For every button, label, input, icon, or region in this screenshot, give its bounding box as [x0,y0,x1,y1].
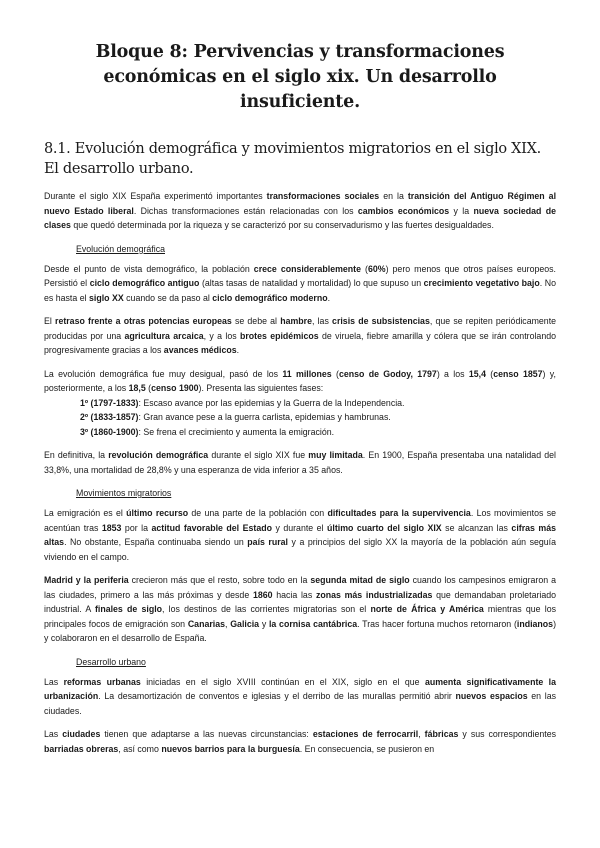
bold-text: revolución demográfica [108,450,209,460]
bold-text: 1860 [252,589,273,600]
bold-text: aumenta significativamente la urbanización [44,676,556,701]
bold-text: zonas más industrializadas [315,589,433,600]
bold-text: retraso frente a otras potencias europeas [55,316,232,326]
bold-text: 11 millones [282,368,332,379]
text-run: crecieron más que el resto, sobre todo en la [128,575,311,585]
migration-paragraph-1 [44,506,556,564]
text-run: iniciadas en el siglo XVIII continúan en el XIX, siglo en el que [140,676,425,687]
text-run: tienen que adaptarse a las nuevas circunstancias: [100,729,313,739]
text-run: , y a los [203,330,240,341]
text-run: . Los movimientos se acentúan tras [44,508,557,533]
text-run: en la [379,191,408,201]
text-run: se debe al [231,316,281,326]
text-run: La emigración es el [44,508,127,518]
bold-text: reformas urbanas [63,676,141,687]
subheading-demography: Evolución demográfica [76,243,165,254]
phase-item-2 [80,410,556,425]
bold-text: estaciones de ferrocarril [312,729,419,739]
text-run: , que se repiten periódicamente producidas por una [44,316,557,341]
bold-text: transición del Antiguo Régimen al nuevo Estado liberal [44,191,557,216]
text-run: . En consecuencia, se pusieron en [299,743,435,754]
phases-list [80,396,556,440]
text-run: , los destinos de las corrientes migratorias son el [162,604,371,614]
demography-paragraph-1 [44,262,556,306]
text-run: Las [44,729,63,739]
text-run: mientras que los principales focos de emigración son [44,604,556,629]
text-run: por la [121,522,152,533]
text-run: ) y colaboraron en el desarrollo de España. [44,618,556,643]
text-run: : Se frena el crecimiento y aumenta la emigración. [138,426,335,437]
bold-text: Galicia [230,618,260,629]
bold-text: ciclo demográfico antiguo [89,278,200,288]
text-run: . En 1900, España presentaba una natalidad del 33,8%, una mortalidad de 28,8% y una esperanza de vida inferior a 35 años. [44,450,556,475]
bold-text: fábricas [424,729,459,739]
text-run: . No obstante, España continuaba siendo un [64,537,248,547]
text-run: ) a los [436,368,469,379]
text-run: Desde el punto de vista demográfico, la población [44,263,254,274]
bold-text: hambre [280,316,312,326]
text-run: ( [361,263,368,274]
bold-text: 2º (1833-1857) [80,412,139,422]
text-run: y la [449,205,474,216]
bold-text: Canarias [187,618,225,629]
text-run: se alcanzan las [441,522,512,533]
bold-text: norte de África y América [370,604,484,614]
phase-item-3 [80,425,556,440]
text-run: , así como [118,743,162,754]
bold-text: dificultades para la supervivencia [327,508,471,518]
text-run: En definitiva, la [44,450,109,460]
text-run: . [236,345,240,355]
bold-text: 1º (1797-1833) [80,397,139,408]
bold-text: actitud favorable del Estado [151,522,272,533]
bold-text: muy limitada [308,450,363,460]
bold-text: ciclo demográfico moderno [212,292,328,303]
demography-paragraph-4 [44,448,556,477]
bold-text: transformaciones sociales [266,191,380,201]
text-run: : Escaso avance por las epidemias y la Guerra de la Independencia. [138,397,405,408]
text-run: cuando se da paso al [123,292,213,303]
text-run: y [259,618,269,629]
bold-text: brotes epidémicos [239,330,319,341]
text-run: ) y, posteriormente, a los [44,368,556,393]
intro-paragraph [44,189,556,233]
bold-text: 15,4 [468,368,486,379]
text-run: , [418,729,425,739]
text-run: en las ciudades. [44,691,556,716]
text-run: hacia las [272,589,316,600]
bold-text: Madrid y la periferia [44,575,129,585]
bold-text: país rural [247,537,288,547]
text-run: ( [485,368,494,379]
text-run: (altas tasas de natalidad y mortalidad) lo que supuso un [199,278,424,288]
text-run: . No es hasta el [44,278,556,303]
bold-text: barriadas obreras [44,743,119,754]
bold-text: cambios económicos [357,205,450,216]
migration-paragraph-2 [44,573,556,646]
bold-text: avances médicos [163,345,237,355]
bold-text: cifras más altas [44,522,556,547]
demography-paragraph-2 [44,314,556,358]
bold-text: la cornisa cantábrica [268,618,358,629]
text-run: El [44,316,56,326]
text-run: y sus correspondientes [458,729,557,739]
text-run: de una parte de la población con [188,508,328,518]
bold-text: agricultura arcaica [124,330,204,341]
text-run: ) pero menos que otros países europeos. Persistió el [44,263,556,288]
bold-text: nueva sociedad de clases [44,205,556,230]
text-run: y durante el [271,522,328,533]
bold-text: crecimiento vegetativo bajo [423,278,540,288]
demography-paragraph-3 [44,367,556,396]
text-run: , las [311,316,333,326]
text-run: ( [145,383,152,393]
bold-text: siglo XX [89,292,124,303]
text-run: y a principios del siglo XX la mayoría de la población aún seguía viviendo en el campo. [44,537,557,562]
phase-item-1 [80,396,556,411]
bold-text: ciudades [62,729,101,739]
text-run: que demandaban proletariado industrial. A [44,589,557,614]
bold-text: 60% [367,263,386,274]
bold-text: finales de siglo [94,604,163,614]
bold-text: nuevos barrios para la burguesía [161,743,300,754]
bold-text: 18,5 [128,383,146,393]
text-run: , [225,618,231,629]
urban-paragraph-2 [44,727,556,756]
document-title: Bloque 8: Pervivencias y transformaciones económicas en el siglo xix. Un desarrollo insuficiente. [95,42,505,112]
text-run: : Gran avance pese a la guerra carlista, epidemias y hambrunas. [138,412,391,422]
text-run: durante el siglo XIX fue [208,450,309,460]
text-run: que quedó determinada por la riqueza y se caracterizó por su conservadurismo y las fuertes desigualdades. [70,220,494,230]
text-run: cuando los campesinos emigraron a las ciudades, primero a las más próximas y desde [44,575,556,600]
bold-text: crece considerablemente [253,263,361,274]
text-run: . Dichas transformaciones están relacionadas con los [133,205,358,216]
bold-text: censo 1857 [493,368,543,379]
text-run: Durante el siglo XIX España experimentó importantes [44,191,267,201]
section-title: 8.1. Evolución demográfica y movimientos migratorios en el siglo XIX. El desarrollo urbano. [44,141,541,177]
bold-text: indianos [516,618,554,629]
bold-text: nuevos espacios [455,691,528,701]
text-run: Las [44,676,64,687]
text-run: . La desamortización de conventos e iglesias y el derribo de las murallas permitió abrir [98,691,456,701]
urban-paragraph-1 [44,675,556,719]
text-run: . [327,292,331,303]
text-run: ( [331,368,339,379]
text-run: . Tras hacer fortuna muchos retornaron ( [357,618,517,629]
subheading-migration: Movimientos migratorios [76,488,172,498]
bold-text: segunda mitad de siglo [310,575,410,585]
bold-text: crisis de subsistencias [332,316,430,326]
bold-text: censo 1900 [151,383,199,393]
bold-text: último cuarto del siglo XIX [327,522,442,533]
text-run: ). Presenta las siguientes fases: [198,383,324,393]
subheading-urban: Desarrollo urbano [76,656,146,667]
bold-text: 3º (1860-1900) [80,426,139,437]
text-run: de viruela, fiebre amarilla y cólera que se irán controlando progresivamente gracias a los [44,330,556,355]
bold-text: censo de Godoy, 1797 [338,368,437,379]
bold-text: 1853 [101,522,122,533]
text-run: La evolución demográfica fue muy desigual, pasó de los [44,368,283,379]
bold-text: último recurso [126,508,189,518]
